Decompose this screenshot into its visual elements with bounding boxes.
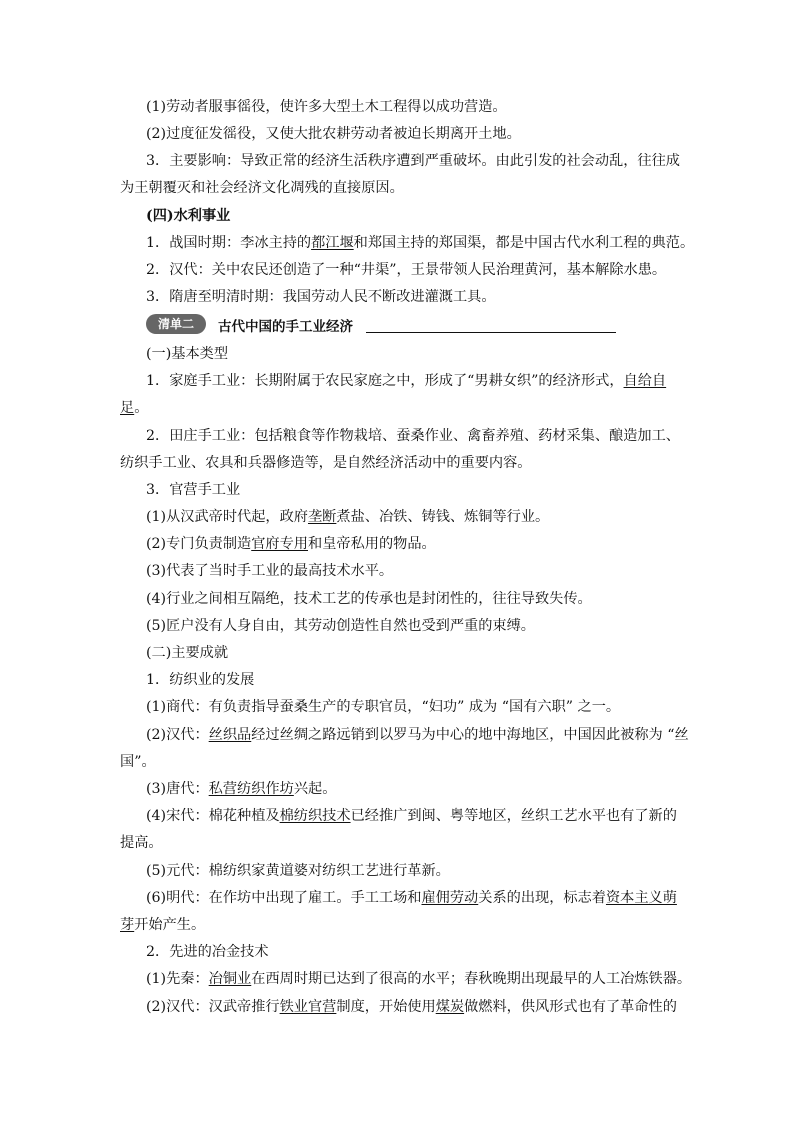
section-heading: (四)水利事业 — [146, 208, 231, 224]
text-line: (1)先秦：冶铜业在西周时期已达到了很高的水平；春秋晚期出现最早的人工冶炼铁器。 — [146, 971, 692, 987]
underlined-term: 垄断 — [307, 509, 337, 525]
banner-title: 古代中国的手工业经济 — [218, 319, 353, 335]
text-line: 2．汉代：关中农民还创造了一种“井渠”，王景带领人民治理黄河，基本解除水患。 — [146, 262, 667, 278]
text-line: 1．家庭手工业：长期附属于农民家庭之中，形成了“男耕女织”的经济形式，自给自 — [146, 373, 667, 389]
text-line: 提高。 — [120, 835, 163, 851]
text-line: (1)劳动者服事徭役，使许多大型土木工程得以成功营造。 — [146, 99, 507, 115]
text-line: (2)汉代：汉武帝推行铁业官营制度，开始使用煤炭做燃料，供风形式也有了革命性的 — [146, 999, 677, 1015]
text-line: 足。 — [120, 400, 149, 416]
text-line: (2)过度征发徭役，又使大批农耕劳动者被迫长期离开土地。 — [146, 126, 521, 142]
text-line: 3．官营手工业 — [146, 482, 241, 498]
text-line: 芽开始产生。 — [120, 917, 206, 933]
text-line: 国”。 — [120, 754, 156, 770]
underlined-term: 雇佣劳动 — [421, 890, 479, 906]
text-line: 3．主要影响：导致正常的经济生活秩序遭到严重破坏。由此引发的社会动乱，往往成 — [146, 153, 680, 169]
section-heading: (一)基本类型 — [146, 346, 229, 362]
section-heading: (二)主要成就 — [146, 645, 229, 661]
underlined-term: 私营纺织作坊 — [208, 781, 294, 797]
underlined-term: 资本主义萌 — [605, 890, 677, 906]
text-line: (3)唐代：私营纺织作坊兴起。 — [146, 781, 337, 797]
text-line: (4)宋代：棉花种植及棉纺织技术已经推广到闽、粤等地区，丝织工艺水平也有了新的 — [146, 808, 677, 824]
text-line: 1．战国时期：李冰主持的都江堰和郑国主持的郑国渠，都是中国古代水利工程的典范。 — [146, 235, 695, 251]
text-line: 2．田庄手工业：包括粮食等作物栽培、蚕桑作业、禽畜养殖、药材采集、酿造加工、 — [146, 428, 680, 444]
text-line: (1)商代：有负责指导蚕桑生产的专职官员，“妇功” 成为 “国有六职” 之一。 — [146, 699, 621, 715]
banner-rule — [366, 332, 616, 333]
underlined-term: 足 — [120, 400, 135, 416]
underlined-term: 自给自 — [623, 373, 667, 389]
underlined-term: 冶铜业 — [208, 971, 252, 987]
text-line: 2．先进的冶金技术 — [146, 944, 269, 960]
underlined-term: 铁业官营 — [279, 999, 337, 1015]
text-line: (4)行业之间相互隔绝，技术工艺的传承也是封闭性的，往往导致失传。 — [146, 591, 592, 607]
text-line: (5)匠户没有人身自由，其劳动创造性自然也受到严重的束缚。 — [146, 618, 535, 634]
text-line: (3)代表了当时手工业的最高技术水平。 — [146, 563, 394, 579]
text-line: (6)明代：在作坊中出现了雇工。手工工场和雇佣劳动关系的出现，标志着资本主义萌 — [146, 890, 677, 906]
underlined-term: 都江堰 — [311, 235, 354, 251]
underlined-term: 芽 — [120, 917, 135, 933]
text-line: (1)从汉武帝时代起，政府垄断煮盐、冶铁、铸钱、炼铜等行业。 — [146, 509, 550, 525]
underlined-term: 官府专用 — [251, 536, 308, 552]
text-line: (2)专门负责制造官府专用和皇帝私用的物品。 — [146, 536, 436, 552]
text-line: 纺织手工业、农具和兵器修造等，是自然经济活动中的重要内容。 — [120, 455, 532, 471]
underlined-term: 煤炭 — [435, 999, 465, 1015]
text-line: (2)汉代：丝织品经过丝绸之路远销到以罗马为中心的地中海地区，中国因此被称为 “丝 — [146, 727, 689, 743]
text-line: (5)元代：棉纺织家黄道婆对纺织工艺进行革新。 — [146, 863, 450, 879]
list-badge: 清单二 — [146, 314, 206, 334]
text-line: 1．纺织业的发展 — [146, 672, 255, 688]
text-line: 3．隋唐至明清时期：我国劳动人民不断改进灌溉工具。 — [146, 289, 496, 305]
underlined-term: 丝织品 — [208, 727, 252, 743]
text-line: 为王朝覆灭和社会经济文化凋残的直接原因。 — [120, 180, 404, 196]
underlined-term: 棉纺织技术 — [279, 808, 351, 824]
